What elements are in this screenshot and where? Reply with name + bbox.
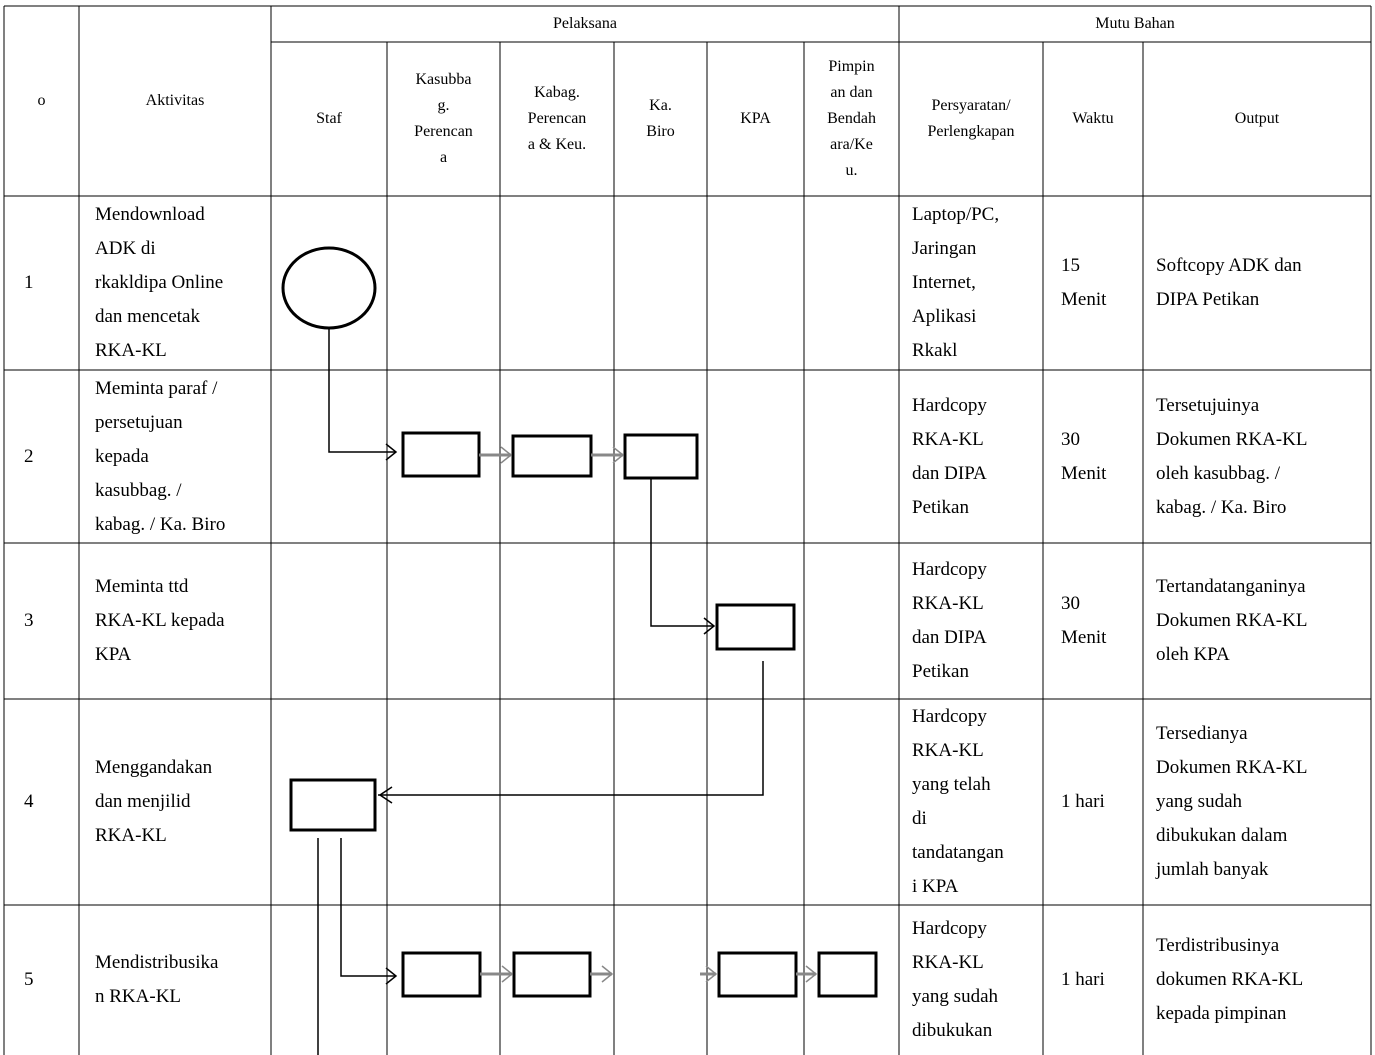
row-4-no: 4 [24, 791, 34, 812]
process-box-pimpinan-5 [819, 953, 876, 996]
header-kabag: Kabag. Perencan a & Keu. [527, 84, 587, 153]
header-kasubbag: Kasubba g. Perencan a [414, 71, 473, 166]
connector-staf-to-kasubbag [341, 838, 396, 976]
row-1-aktivitas: Mendownload ADK di rkakldipa Online dan mencetak RKA-KL [95, 204, 224, 361]
process-box-kabiro [625, 435, 697, 478]
row-5-persyaratan: Hardcopy RKA-KL yang sudah dibukukan [912, 918, 999, 1041]
row-5-aktivitas: Mendistribusika n RKA-KL [95, 952, 219, 1007]
process-box-staf [291, 780, 375, 830]
header-pimpinan: Pimpin an dan Bendah ara/Ke u. [827, 58, 876, 179]
row-1-waktu: 15 Menit [1061, 255, 1107, 310]
row-3-waktu: 30 Menit [1061, 593, 1107, 648]
row-2-aktivitas: Meminta paraf / persetujuan kepada kasubbag. / kabag. / Ka. Biro [95, 377, 226, 535]
header-pelaksana: Pelaksana [553, 15, 617, 32]
row-2-no: 2 [24, 445, 34, 467]
row-1-no: 1 [24, 272, 34, 293]
connector-kabiro-to-kpa [651, 478, 714, 626]
row-2-waktu: 30 Menit [1061, 428, 1107, 484]
process-box-kasubbag [403, 433, 479, 476]
row-4-output: Tersedianya Dokumen RKA-KL yang sudah dibukukan dalam jumlah banyak [1156, 723, 1308, 880]
header-staf: Staf [316, 110, 342, 127]
header-output: Output [1234, 110, 1280, 127]
header-aktivitas: Aktivitas [145, 92, 205, 109]
row-3-aktivitas: Meminta ttd RKA-KL kepada KPA [95, 576, 225, 665]
header-kabiro: Ka. Biro [646, 97, 675, 140]
row-5-waktu: 1 hari [1061, 969, 1105, 990]
header-waktu: Waktu [1072, 110, 1114, 127]
row-2-persyaratan: Hardcopy RKA-KL dan DIPA Petikan [912, 394, 987, 518]
row-5-output: Terdistribusinya dokumen RKA-KL kepada pimpinan [1156, 935, 1304, 1024]
process-box-kasubbag-5 [403, 953, 480, 996]
start-ellipse [283, 248, 375, 328]
row-1-persyaratan: Laptop/PC, Jaringan Internet, Aplikasi Rkakl [912, 204, 1000, 361]
header-persyaratan: Persyaratan/ Perlengkapan [927, 97, 1015, 140]
process-box-kpa [717, 605, 794, 649]
connector-start-to-kasubbag [329, 328, 396, 452]
row-3-no: 3 [24, 610, 34, 631]
row-4-persyaratan: Hardcopy RKA-KL yang telah di tandatangan i KPA [912, 706, 1004, 897]
header-mutu-bahan: Mutu Bahan [1095, 15, 1175, 32]
connector-kpa-to-staf [378, 661, 763, 795]
row-3-output: Tertandatanganinya Dokumen RKA-KL oleh KPA [1156, 576, 1308, 665]
row-5-no: 5 [24, 969, 34, 990]
row-3-persyaratan: Hardcopy RKA-KL dan DIPA Petikan [912, 559, 987, 682]
row-2-output: Tersetujuinya Dokumen RKA-KL oleh kasubbag. / kabag. / Ka. Biro [1156, 394, 1308, 518]
process-box-kpa-5 [719, 953, 796, 996]
row-4-waktu: 1 hari [1061, 791, 1105, 812]
row-1-output: Softcopy ADK dan DIPA Petikan [1156, 255, 1302, 310]
row-4-aktivitas: Menggandakan dan menjilid RKA-KL [95, 757, 213, 846]
header-kpa: KPA [740, 110, 771, 127]
process-box-kabag-5 [514, 953, 590, 996]
process-box-kabag [513, 436, 591, 476]
header-no: o [37, 92, 46, 109]
